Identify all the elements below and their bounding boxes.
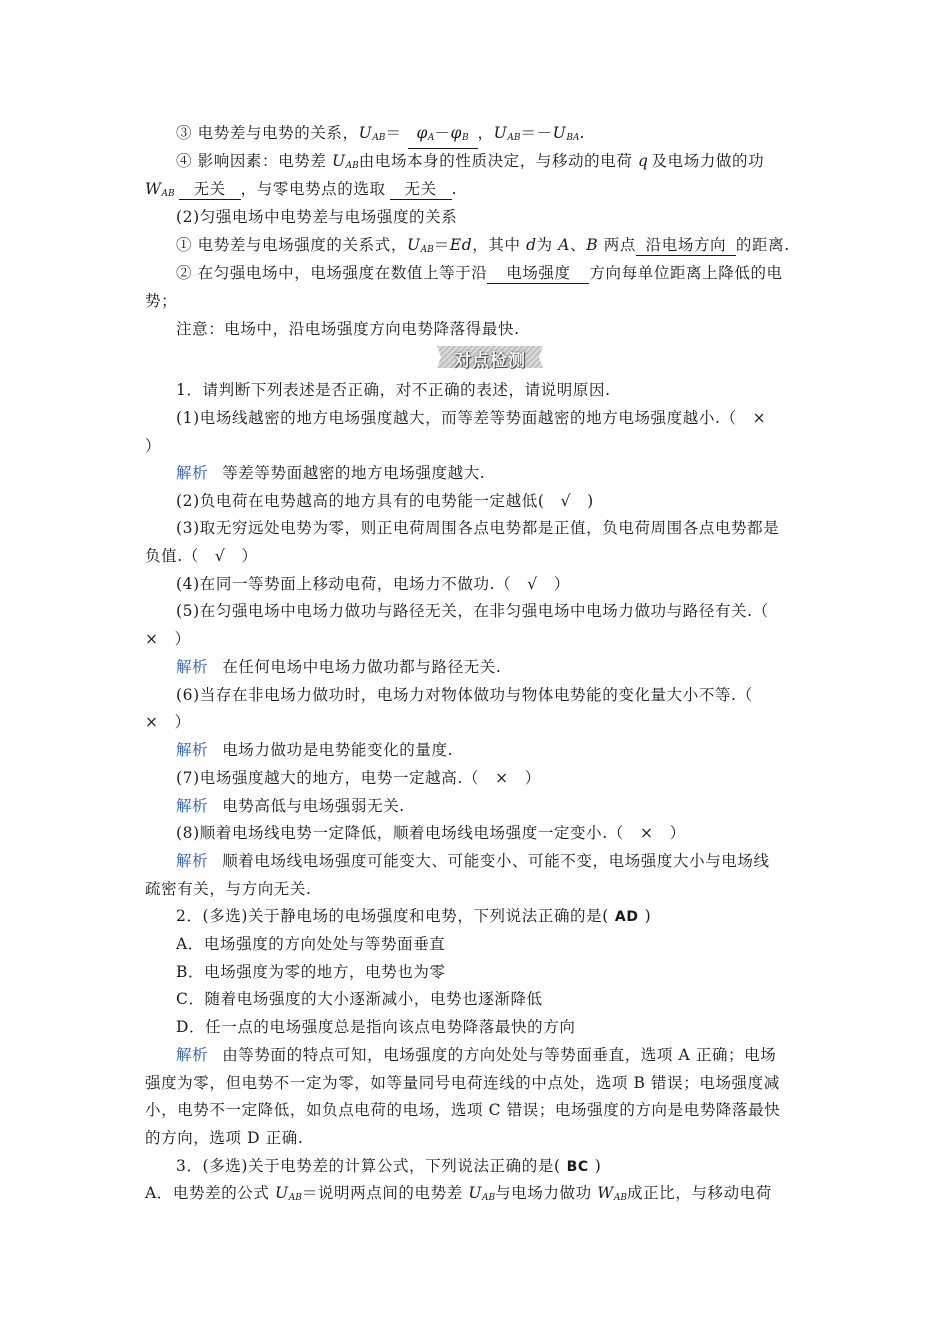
q1-item-8: (8)顺着电场线电势一定降低，顺着电场线电场强度一定变小.（ × ） — [176, 824, 686, 842]
q1-item-3-cont: 负值.（ √ ） — [145, 547, 258, 565]
q3-option-a: A．电势差的公式 $U_{AB}=$说明两点间的电势差 $U_{AB}$与电场力做功 $W_{AB}$成正比，与移动电荷 — [145, 1184, 772, 1203]
line-field-strength-relation: ① 电势差与电场强度的关系式，$U_{AB}=Ed$，其中 d为 A、B 两点 沿电场方向 的距离. — [176, 236, 790, 255]
q1-analysis-1: 解析 等差等势面越密的地方电场强度越大. — [176, 464, 486, 482]
q1-analysis-5: 解析 在任何电场中电场力做功都与路径无关. — [176, 658, 502, 676]
q1-item-5: (5)在匀强电场中电场力做功与路径无关，在非匀强电场中电场力做功与路径有关.（ — [176, 602, 769, 620]
q1-item-2: (2)负电荷在电势越高的地方具有的电势能一定越低( √ ) — [176, 492, 594, 510]
analysis-label: 解析 — [176, 658, 209, 676]
q3-answer: BC — [566, 1159, 589, 1175]
blank-wuguan-2: 无关 — [390, 180, 452, 200]
line-influence-factors: ④ 影响因素：电势差 $U_{AB}$由电场本身的性质决定，与移动的电荷 q 及电场力做的功 — [176, 152, 765, 171]
analysis-label: 解析 — [176, 741, 209, 759]
q1-item-5-cont: × ） — [145, 630, 191, 648]
note-line: 注意：电场中，沿电场强度方向电势降落得最快. — [176, 320, 520, 338]
q1-item-6-cont: × ） — [145, 713, 191, 731]
line-potential-difference-relation: ③ 电势差与电势的关系，$U_{AB}= \varphi_A-\varphi_B$ ，$U_{AB}=-U_{BA}$. — [176, 123, 807, 149]
q2-option-c: C．随着电场强度的大小逐渐减小，电势也逐渐降低 — [176, 990, 543, 1008]
line-uniform-field: ② 在匀强电场中，电场强度在数值上等于沿 电场强度 方向每单位距离上降低的电 — [176, 264, 783, 282]
analysis-label: 解析 — [176, 797, 209, 815]
q2-option-a: A．电场强度的方向处处与等势面垂直 — [176, 935, 446, 953]
q2-option-b: B．电场强度为零的地方，电势也为零 — [176, 963, 446, 981]
section-2-title: (2)匀强电场中电势差与电场强度的关系 — [176, 208, 458, 226]
blank-phi-a-minus-phi-b: $\varphi_A-\varphi_B$ — [408, 124, 478, 149]
q1-analysis-8: 解析 顺着电场线电场强度可能变大、可能变小、可能不变，电场强度大小与电场线 — [176, 852, 770, 870]
q2-option-d: D．任一点的电场强度总是指向该点电势降落最快的方向 — [176, 1018, 576, 1036]
q1-item-4: (4)在同一等势面上移动电荷，电场力不做功.（ √ ） — [176, 575, 570, 593]
q1-item-6: (6)当存在非电场力做功时，电场力对物体做功与物体电势能的变化量大小不等.（ — [176, 686, 753, 704]
q1-item-1: (1)电场线越密的地方电场强度越大，而等差等势面越密的地方电场强度越小.（ × — [176, 409, 767, 427]
q2-stem: 2．(多选)关于静电场的电场强度和电势，下列说法正确的是( AD ) — [176, 907, 652, 925]
q3-stem: 3．(多选)关于电势差的计算公式，下列说法正确的是( BC ) — [176, 1157, 602, 1175]
blank-along-field-direction: 沿电场方向 — [636, 236, 736, 256]
q1-item-7: (7)电场强度越大的地方，电势一定越高.（ × ） — [176, 769, 541, 787]
banner-title: 对点检测 — [454, 351, 526, 371]
q1-analysis-6: 解析 电场力做功是电势能变化的量度. — [176, 741, 454, 759]
q2-analysis-line-3: 小，电势不一定降低，如负点电荷的电场，选项 C 错误；电场强度的方向是电势降落最快 — [145, 1101, 781, 1119]
blank-field-strength: 电场强度 — [487, 264, 589, 284]
line-uniform-field-cont: 势； — [145, 292, 178, 310]
q2-answer: AD — [614, 909, 639, 925]
q2-analysis: 解析 由等势面的特点可知，电场强度的方向处处与等势面垂直，选项 A 正确；电场 — [176, 1046, 777, 1064]
q1-analysis-8-cont: 疏密有关，与方向无关. — [145, 880, 312, 898]
q1-item-1-cont: ） — [145, 437, 162, 455]
q2-analysis-line-2: 强度为零，但电势不一定为零，如等量同号电荷连线的中点处，选项 B 错误；电场强度减 — [145, 1074, 780, 1092]
q1-analysis-7: 解析 电势高低与电场强弱无关. — [176, 797, 405, 815]
blank-wuguan-1: 无关 — [179, 180, 241, 200]
section-banner — [435, 343, 545, 371]
q1-item-3: (3)取无穷远处电势为零，则正电荷周围各点电势都是正值，负电荷周围各点电势都是 — [176, 519, 780, 537]
q2-analysis-line-4: 的方向，选项 D 正确. — [145, 1129, 304, 1147]
analysis-label: 解析 — [176, 852, 209, 870]
line-influence-factors-cont: $W_{AB}$ 无关 ，与零电势点的选取 无关 . — [145, 180, 458, 199]
q1-stem: 1．请判断下列表述是否正确，对不正确的表述，请说明原因. — [176, 381, 611, 399]
analysis-label: 解析 — [176, 464, 209, 482]
analysis-label: 解析 — [176, 1046, 209, 1064]
